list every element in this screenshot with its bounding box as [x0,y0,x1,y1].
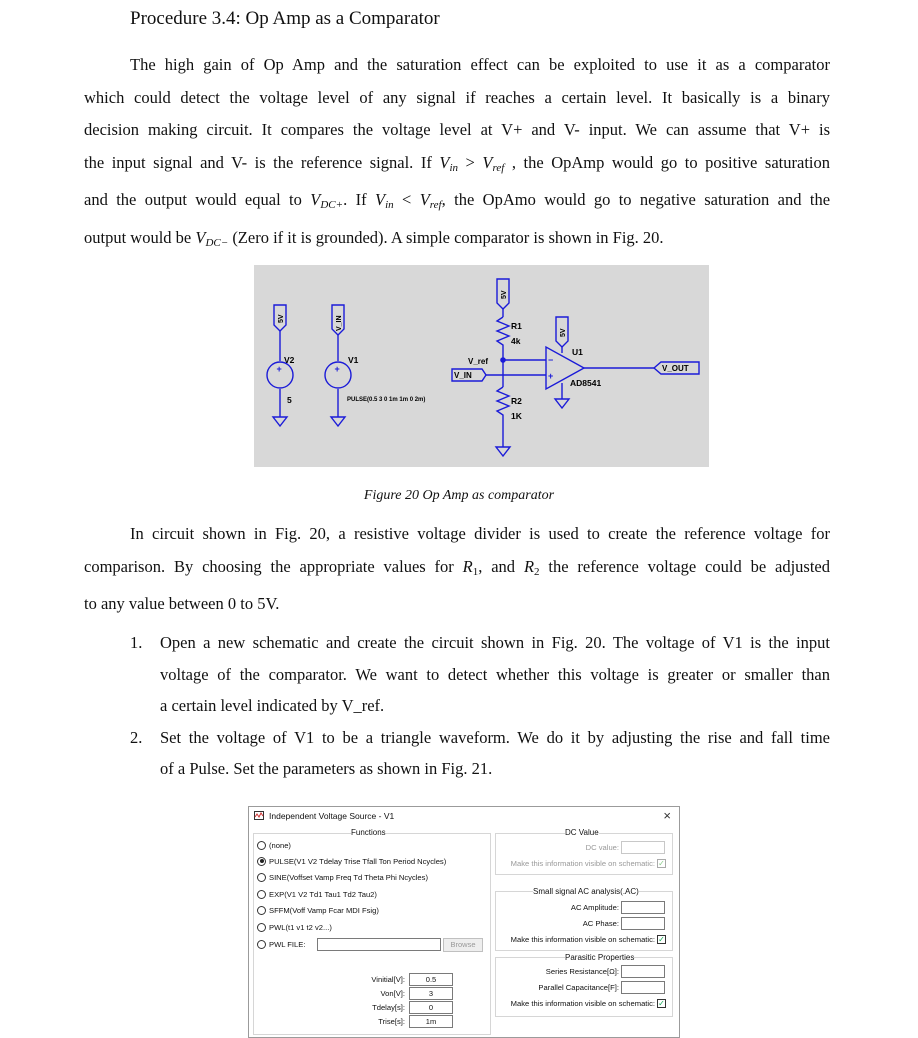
figure-20-caption: Figure 20 Op Amp as comparator [363,488,555,503]
radio-button-icon[interactable] [257,940,266,949]
instruction-list [130,627,830,785]
list-item: 1. Open a new schematic and create the circuit shown in Fig. 20. The voltage of V1 is the input voltage of the comparator. We want to detect whether this voltage is greater or smaller than a certain level indicated by V_ref. [130,627,830,722]
v1-net-label: V_IN [336,315,343,331]
voltage-source-dialog [248,806,680,1038]
r1-value: 4k [511,336,521,346]
intro-paragraph [84,49,830,259]
radio-button-icon[interactable] [257,906,266,915]
parallel-capacitance-input[interactable] [621,981,665,994]
tdelay-input[interactable]: 0 [409,1001,453,1014]
dc-group-label: DC Value [565,828,599,837]
list-item: 2. Set the voltage of V1 to be a triangle waveform. We do it by adjusting the rise and fall time of a Pulse. Set the parameters as shown in Fig. 21. [130,722,830,785]
v2-net-label: 5V [278,314,285,323]
list-number: 1. [130,633,143,652]
radio-none[interactable]: (none) [257,839,291,851]
dialog-titlebar [249,807,679,825]
u1-net-label: 5V [560,328,567,337]
ac-group-label: Small signal AC analysis(.AC) [533,887,639,896]
v2-label: V2 [284,355,295,365]
intro-line-3: decision making circuit. It compares the voltage level at V+ and V- input. We can assume that V+ is [84,120,830,139]
v1-pulse-value: PULSE(0.5 3 0 1m 1m 0 2m) [347,397,426,403]
dc-visible-checkbox[interactable]: ✓ [658,859,665,868]
divider-line-1: In circuit shown in Fig. 20, a resistive voltage divider is used to create the reference voltage for [130,524,830,543]
ac-visible-checkbox[interactable]: ✓ [658,935,665,944]
divider-line-3: to any value between 0 to 5V. [84,594,280,613]
trise-input[interactable]: 1m [409,1015,453,1028]
tdelay-label: Tdelay[s]: [372,1003,405,1012]
intro-line-4: the input signal and V- is the reference signal. If $V_{in} > V_{ref}$ , the OpAmp would go to positive saturation [84,152,830,174]
vout-label: V_OUT [662,364,689,373]
von-label: Von[V]: [380,989,405,998]
svg-text:+: + [276,364,282,374]
functions-group-label: Functions [351,828,386,837]
radio-pulse[interactable]: PULSE(V1 V2 Tdelay Trise Tfall Ton Period Ncycles) [257,855,446,867]
dc-value-group [495,833,673,875]
ac-phase-input[interactable] [621,917,665,930]
browse-button[interactable]: Browse [443,938,483,952]
radio-button-icon[interactable] [257,890,266,899]
intro-line-1: The high gain of Op Amp and the saturation effect can be exploited to use it as a comparator [130,55,830,74]
r2-label: R2 [511,396,522,406]
radio-button-icon[interactable] [257,857,266,866]
vinitial-label: Vinitial[V]: [371,975,405,984]
vin-flag-label: V_IN [454,371,472,380]
vinitial-input[interactable]: 0.5 [409,973,453,986]
top-net-label: 5V [501,290,508,299]
v2-value: 5 [287,395,292,405]
ltspice-app-icon [254,811,264,820]
parasitic-visible-checkbox[interactable]: ✓ [658,999,665,1008]
u1-label: U1 [572,347,583,357]
divider-line-2: comparison. By choosing the appropriate values for $R_1$, and $R_2$ the reference voltage could be adjusted [84,556,830,578]
ac-amplitude-input[interactable] [621,901,665,914]
radio-button-icon[interactable] [257,841,266,850]
procedure-title: Procedure 3.4: Op Amp as a Comparator [130,8,440,29]
dialog-title: Independent Voltage Source - V1 [269,811,395,821]
pwl-file-input[interactable] [317,938,441,951]
schematic-svg [254,265,709,467]
radio-pwl[interactable]: PWL(t1 v1 t2 v2...) [257,921,332,933]
intro-line-6: output would be $V_{DC-}$ (Zero if it is grounded). A simple comparator is shown in Fig. 20. [84,227,664,249]
intro-line-2: which could detect the voltage level of any signal if reaches a certain level. It basically is a binary [84,87,830,107]
parasitic-group-label: Parasitic Properties [565,953,635,962]
svg-text:+: + [548,371,554,381]
radio-sffm[interactable]: SFFM(Voff Vamp Fcar MDI Fsig) [257,904,379,916]
parallel-capacitance-label: Parallel Capacitance[F]: [538,983,619,992]
radio-button-icon[interactable] [257,923,266,932]
divider-paragraph [84,518,830,621]
trise-label: Trise[s]: [378,1017,405,1026]
radio-pwl-file[interactable]: PWL FILE: [257,938,305,950]
dc-value-label: DC value: [585,843,619,852]
parasitic-visible-label: Make this information visible on schematic: [510,999,655,1008]
ac-phase-label: AC Phase: [582,919,619,928]
svg-text:+: + [334,364,340,374]
ac-visible-label: Make this information visible on schematic: [510,935,655,944]
von-input[interactable]: 3 [409,987,453,1000]
vref-label: V_ref [468,357,489,366]
radio-exp[interactable]: EXP(V1 V2 Td1 Tau1 Td2 Tau2) [257,888,377,900]
series-resistance-input[interactable] [621,965,665,978]
u1-part: AD8541 [570,378,602,388]
dc-visible-label: Make this information visible on schematic: [510,859,655,868]
ac-amplitude-label: AC Amplitude: [570,903,619,912]
svg-text:−: − [548,355,554,365]
radio-button-icon[interactable] [257,873,266,882]
comparator-schematic [254,265,709,467]
close-icon[interactable]: × [663,808,671,823]
r1-label: R1 [511,321,522,331]
v1-label: V1 [348,355,359,365]
r2-value: 1K [511,411,522,421]
dc-value-input[interactable] [621,841,665,854]
list-number: 2. [130,727,143,747]
series-resistance-label: Series Resistance[Ω]: [545,967,619,976]
radio-sine[interactable]: SINE(Voffset Vamp Freq Td Theta Phi Ncycles) [257,871,428,883]
intro-line-5: and the output would equal to $V_{DC+}$. If $V_{in} < V_{ref}$, the OpAmo would go to negative saturation and the [84,190,831,211]
